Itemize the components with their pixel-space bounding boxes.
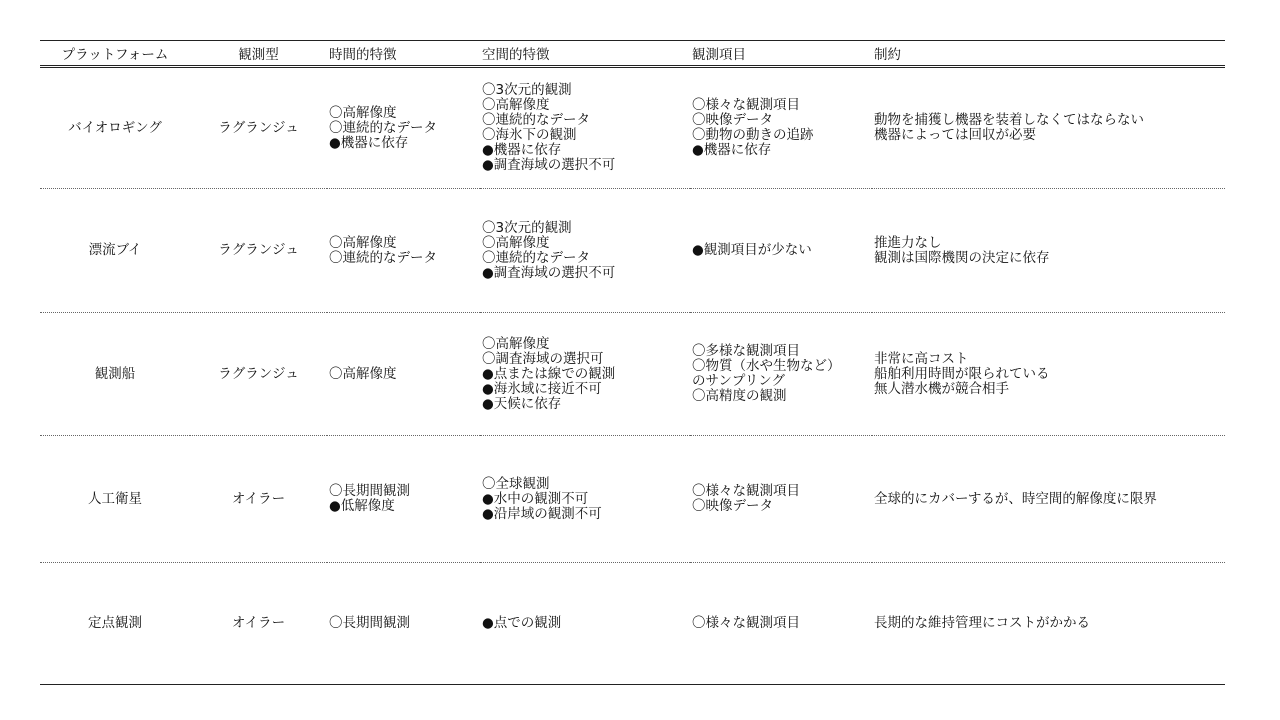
header-temporal: 時間的特徴: [327, 41, 480, 67]
cell-line: 〇様々な観測項目: [692, 615, 800, 631]
header-items: 観測項目: [690, 41, 872, 67]
observation-type-cell: オイラー: [190, 563, 327, 685]
cell-line: 〇高解像度: [482, 335, 550, 352]
cell-line: 機器によっては回収が必要: [874, 127, 1036, 143]
platform-cell: 観測船: [40, 313, 190, 436]
observation-type-cell: ラグランジュ: [190, 67, 327, 189]
table-row: [40, 563, 1225, 685]
cell-line: ●点での観測: [482, 615, 562, 631]
cell-line: 〇高解像度: [482, 234, 550, 251]
cell-line: 〇全球観測: [482, 475, 550, 492]
cell-line: ●機器に依存: [482, 142, 562, 158]
table-row: [40, 67, 1225, 189]
header-constraints: 制約: [872, 41, 1225, 67]
spatial-cell: [480, 67, 690, 189]
constraints-cell: [872, 189, 1225, 313]
spatial-cell: [480, 313, 690, 436]
table-row: [40, 436, 1225, 563]
spatial-cell: [480, 563, 690, 685]
cell-line: 〇海氷下の観測: [482, 127, 577, 143]
items-cell: [690, 189, 872, 313]
cell-line: 〇調査海域の選択可: [482, 350, 604, 367]
spatial-cell: [480, 189, 690, 313]
cell-line: ●点または線での観測: [482, 365, 616, 382]
cell-line: 推進力なし: [874, 234, 942, 251]
table-row: [40, 189, 1225, 313]
cell-line: 〇長期間観測: [329, 615, 410, 631]
constraints-cell: [872, 563, 1225, 685]
observation-type-cell: オイラー: [190, 436, 327, 563]
observation-type-cell: ラグランジュ: [190, 189, 327, 313]
cell-line: 〇物質（水や生物など）: [692, 358, 841, 374]
items-cell: [690, 436, 872, 563]
cell-line: ●観測項目が少ない: [692, 242, 812, 258]
header-platform: プラットフォーム: [40, 41, 190, 67]
cell-line: 〇映像データ: [692, 112, 773, 128]
cell-line: ●機器に依存: [329, 134, 409, 151]
constraints-cell: [872, 313, 1225, 436]
table-row: [40, 313, 1225, 436]
cell-line: 〇映像データ: [692, 498, 773, 514]
cell-line: 〇連続的なデータ: [329, 119, 437, 136]
cell-line: ●機器に依存: [692, 142, 772, 158]
platform-comparison-table: [40, 40, 1225, 685]
observation-type-cell: ラグランジュ: [190, 313, 327, 436]
temporal-cell: [327, 563, 480, 685]
header-spatial: 空間的特徴: [480, 41, 690, 67]
platform-cell: バイオロギング: [40, 67, 190, 189]
cell-line: 船舶利用時間が限られている: [874, 365, 1050, 382]
cell-line: のサンプリング: [692, 373, 786, 389]
platform-cell: 定点観測: [40, 563, 190, 685]
spatial-cell: [480, 436, 690, 563]
cell-line: ●天候に依存: [482, 395, 562, 412]
cell-line: 〇多様な観測項目: [692, 343, 800, 359]
cell-line: ●沿岸域の観測不可: [482, 505, 602, 522]
cell-line: 長期的な維持管理にコストがかかる: [874, 615, 1090, 631]
cell-line: 〇連続的なデータ: [482, 249, 590, 266]
cell-line: 〇長期間観測: [329, 483, 410, 499]
cell-line: 〇3次元的観測: [482, 219, 572, 236]
cell-line: 〇様々な観測項目: [692, 483, 800, 499]
cell-line: 無人潜水機が競合相手: [874, 380, 1009, 397]
temporal-cell: [327, 436, 480, 563]
cell-line: 〇動物の動きの追跡: [692, 127, 814, 143]
cell-line: 動物を捕獲し機器を装着しなくてはならない: [874, 112, 1144, 128]
cell-line: ●調査海域の選択不可: [482, 264, 616, 281]
cell-line: 〇高精度の観測: [692, 388, 787, 404]
items-cell: [690, 313, 872, 436]
constraints-cell: [872, 67, 1225, 189]
items-cell: [690, 67, 872, 189]
header-row: [40, 41, 1225, 67]
cell-line: 〇3次元的観測: [482, 82, 572, 98]
cell-line: ●調査海域の選択不可: [482, 157, 616, 173]
cell-line: 〇高解像度: [329, 234, 397, 251]
platform-cell: 漂流ブイ: [40, 189, 190, 313]
cell-line: 〇高解像度: [329, 365, 397, 382]
cell-line: 〇高解像度: [329, 104, 397, 121]
cell-line: ●低解像度: [329, 498, 395, 514]
header-observation-type: 観測型: [190, 41, 327, 67]
cell-line: 〇高解像度: [482, 97, 550, 113]
cell-line: 〇様々な観測項目: [692, 97, 800, 113]
constraints-cell: [872, 436, 1225, 563]
temporal-cell: [327, 313, 480, 436]
cell-line: 全球的にカバーするが、時空間的解像度に限界: [874, 490, 1157, 507]
temporal-cell: [327, 67, 480, 189]
items-cell: [690, 563, 872, 685]
cell-line: 〇連続的なデータ: [482, 112, 590, 128]
cell-line: 非常に高コスト: [874, 350, 969, 367]
temporal-cell: [327, 189, 480, 313]
cell-line: ●海氷域に接近不可: [482, 380, 602, 397]
platform-cell: 人工衛星: [40, 436, 190, 563]
cell-line: 観測は国際機関の決定に依存: [874, 249, 1050, 266]
cell-line: ●水中の観測不可: [482, 490, 589, 507]
cell-line: 〇連続的なデータ: [329, 249, 437, 266]
